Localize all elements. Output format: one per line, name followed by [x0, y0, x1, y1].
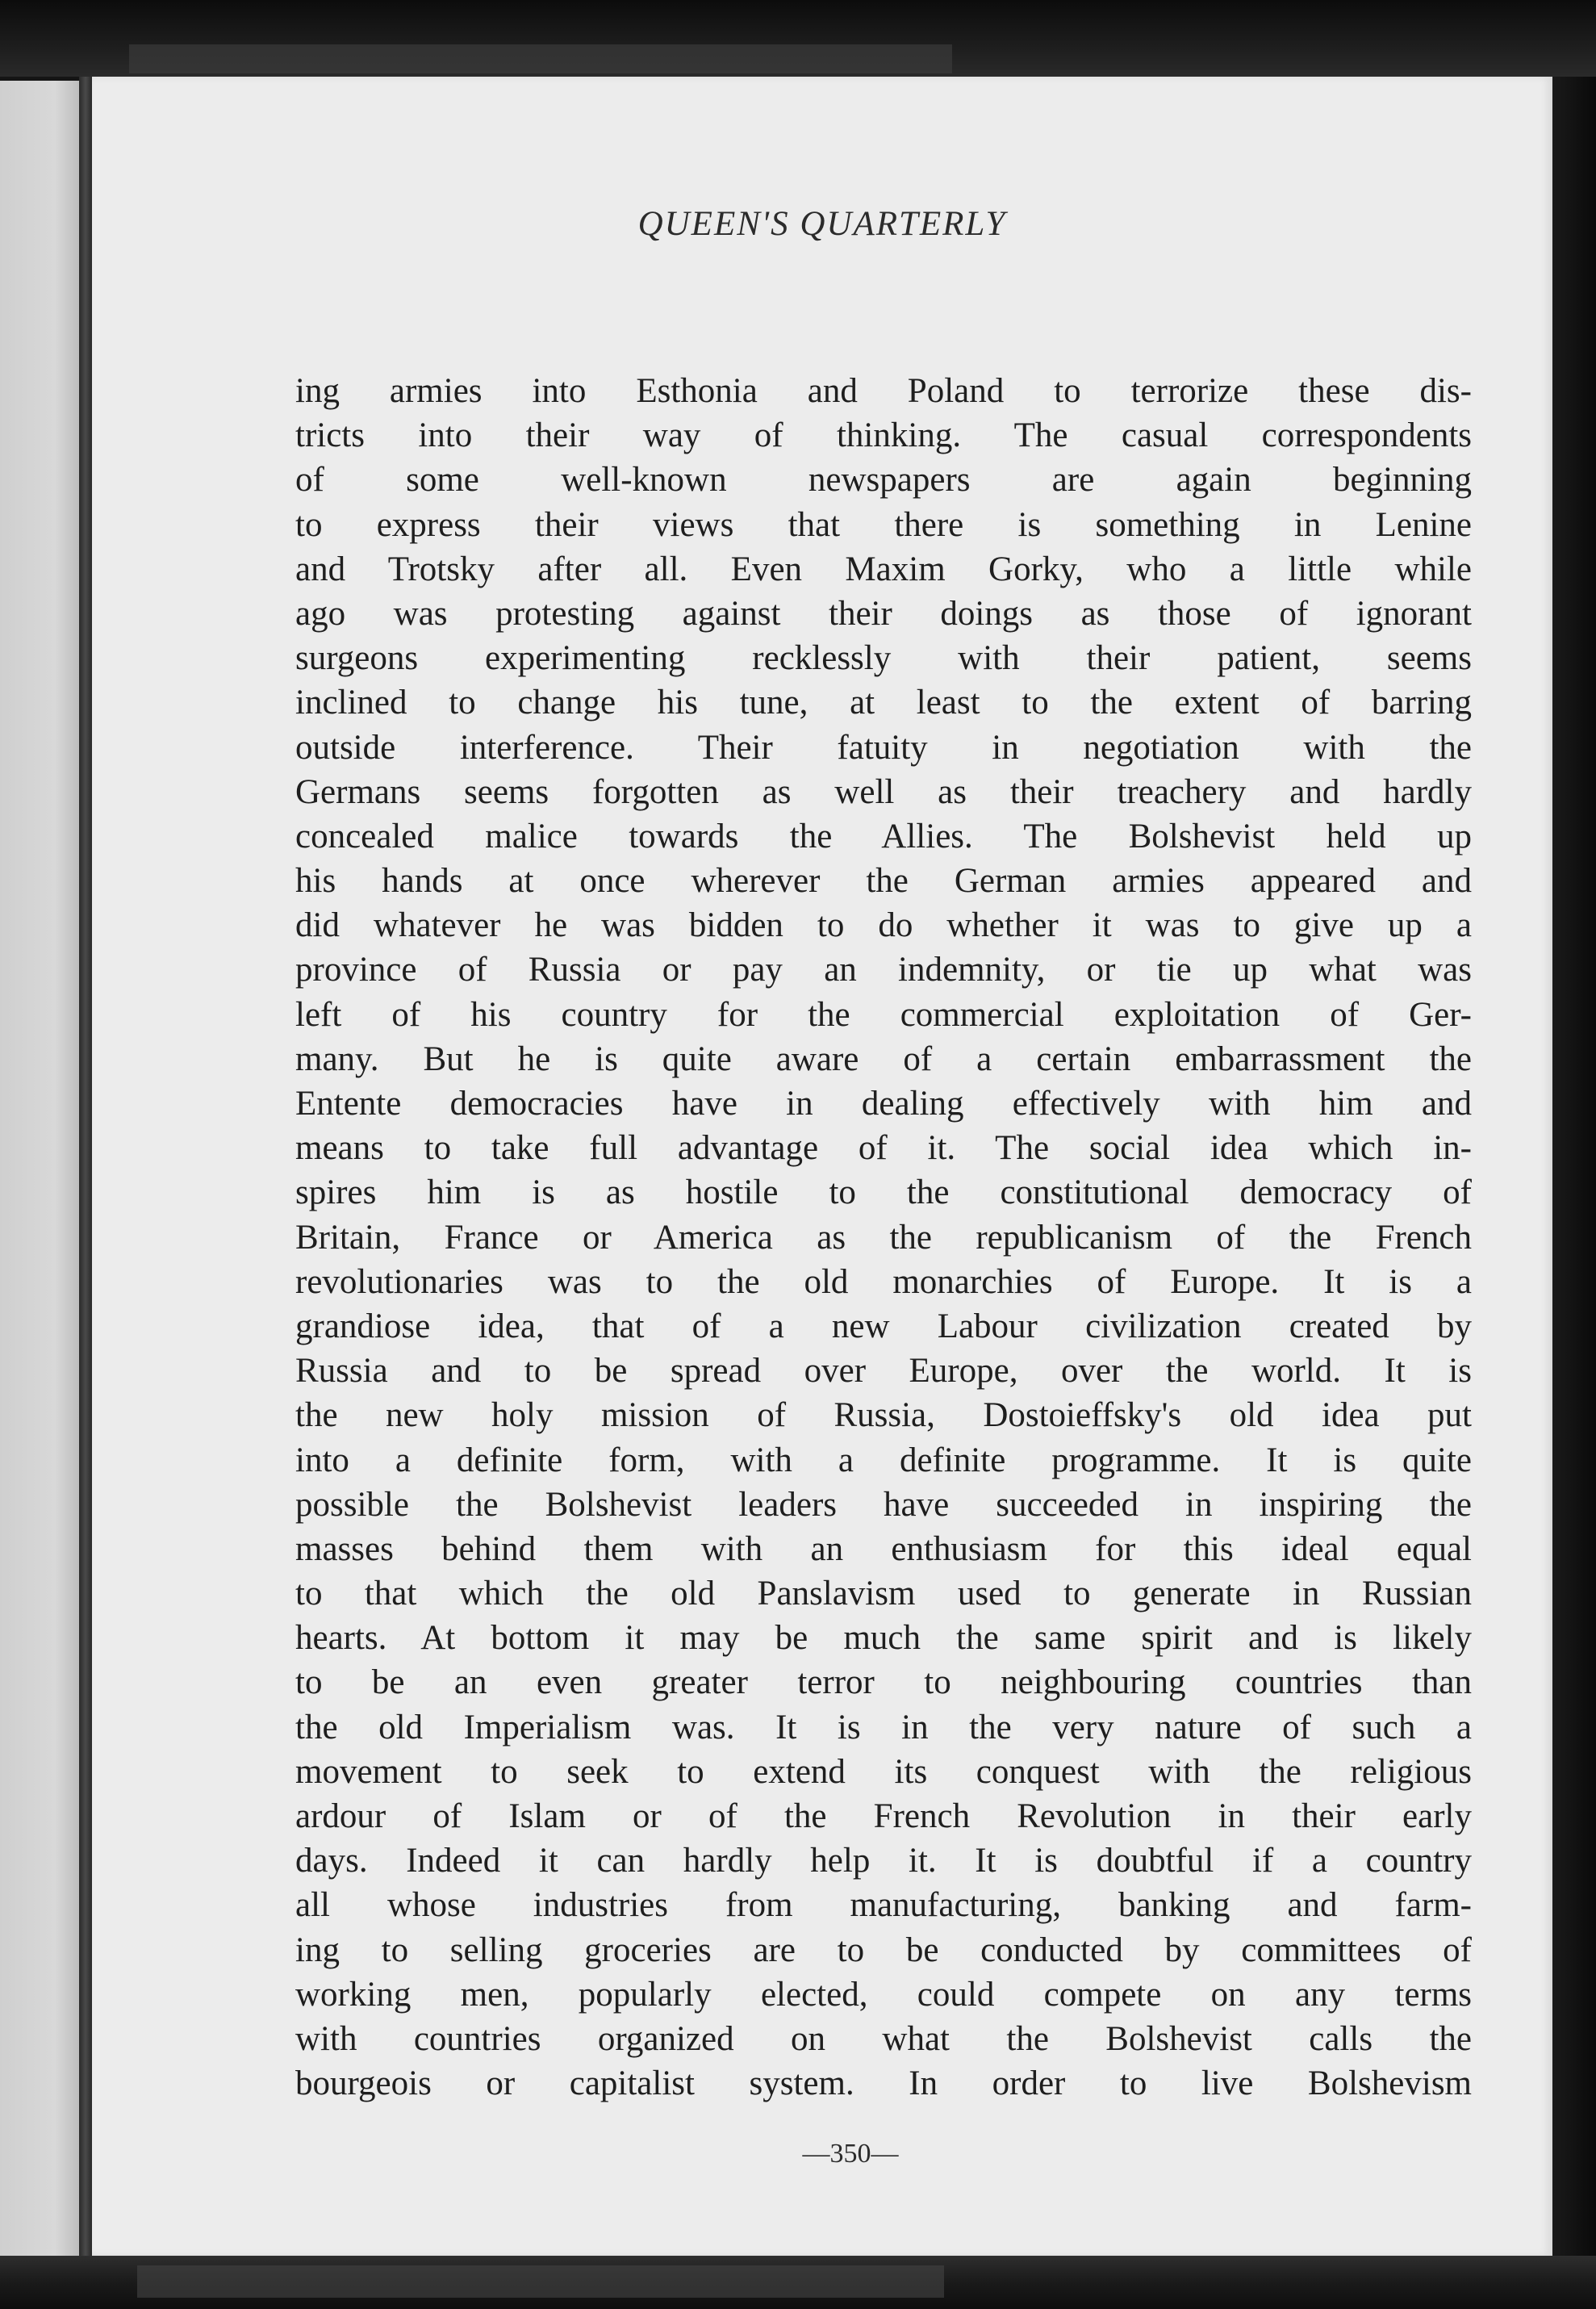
- text-line: ardour of Islam or of the French Revolution in their early: [295, 1797, 1472, 1835]
- text-line: outside interference. Their fatuity in negotiation with the: [295, 728, 1472, 767]
- text-line: movement to seek to extend its conquest with the religious: [295, 1752, 1472, 1791]
- text-line: revolutionaries was to the old monarchies of Europe. It is a: [295, 1262, 1472, 1301]
- text-line: ago was protesting against their doings as those of ignorant: [295, 594, 1472, 633]
- scan-bottom-border: [0, 2256, 1596, 2309]
- text-line: did whatever he was bidden to do whether it was to give up a: [295, 906, 1472, 945]
- text-line: means to take full advantage of it. The social idea which in-: [295, 1129, 1472, 1168]
- text-line: spires him is as hostile to the constitutional democracy of: [295, 1173, 1472, 1212]
- text-line: the new holy mission of Russia, Dostoieffsky's old idea put: [295, 1396, 1472, 1435]
- text-line: all whose industries from manufacturing, banking and farm-: [295, 1886, 1472, 1925]
- text-line: possible the Bolshevist leaders have succeeded in inspiring the: [295, 1485, 1472, 1524]
- book-page: [92, 77, 1552, 2256]
- text-line: to be an even greater terror to neighbouring countries than: [295, 1663, 1472, 1702]
- text-line: inclined to change his tune, at least to the extent of barring: [295, 684, 1472, 722]
- text-line: many. But he is quite aware of a certain embarrassment the: [295, 1039, 1472, 1078]
- text-line: masses behind them with an enthusiasm for this ideal equal: [295, 1529, 1472, 1568]
- text-line: Germans seems forgotten as well as their treachery and hardly: [295, 772, 1472, 811]
- text-line: his hands at once wherever the German armies appeared and: [295, 862, 1472, 901]
- text-line: of some well-known newspapers are again beginning: [295, 461, 1472, 500]
- text-line: province of Russia or pay an indemnity, or tie up what was: [295, 951, 1472, 989]
- text-line: tricts into their way of thinking. The casual correspondents: [295, 416, 1472, 455]
- text-line: to that which the old Panslavism used to generate in Russian: [295, 1575, 1472, 1613]
- text-line: ing armies into Esthonia and Poland to terrorize these dis-: [295, 372, 1472, 410]
- text-line: with countries organized on what the Bolshevist calls the: [295, 2019, 1472, 2058]
- text-line: Britain, France or America as the republicanism of the French: [295, 1218, 1472, 1257]
- body-text: [295, 369, 1472, 2106]
- text-line: and Trotsky after all. Even Maxim Gorky, who a little while: [295, 550, 1472, 588]
- text-line: ing to selling groceries are to be conducted by committees of: [295, 1930, 1472, 1969]
- text-line: into a definite form, with a definite programme. It is quite: [295, 1441, 1472, 1479]
- running-head: QUEEN'S QUARTERLY: [637, 205, 1007, 243]
- text-line: to express their views that there is something in Lenine: [295, 505, 1472, 544]
- text-line: bourgeois or capitalist system. In order to live Bolshevism: [295, 2064, 1472, 2103]
- text-line: concealed malice towards the Allies. The Bolshevist held up: [295, 817, 1472, 855]
- scan-right-border: [1552, 77, 1596, 2260]
- text-line: grandiose idea, that of a new Labour civilization created by: [295, 1307, 1472, 1345]
- text-line: the old Imperialism was. It is in the very nature of such a: [295, 1708, 1472, 1746]
- text-line: working men, popularly elected, could compete on any terms: [295, 1975, 1472, 2014]
- text-line: Russia and to be spread over Europe, over the world. It is: [295, 1352, 1472, 1391]
- scan-top-border: [0, 0, 1596, 77]
- text-line: surgeons experimenting recklessly with their patient, seems: [295, 639, 1472, 678]
- text-line: days. Indeed it can hardly help it. It is doubtful if a country: [295, 1842, 1472, 1880]
- text-line: hearts. At bottom it may be much the same spirit and is likely: [295, 1619, 1472, 1658]
- text-line: left of his country for the commercial exploitation of Ger-: [295, 995, 1472, 1034]
- previous-page-edge: [0, 81, 79, 2260]
- text-line: Entente democracies have in dealing effectively with him and: [295, 1085, 1472, 1123]
- page-number: —350—: [802, 2139, 899, 2169]
